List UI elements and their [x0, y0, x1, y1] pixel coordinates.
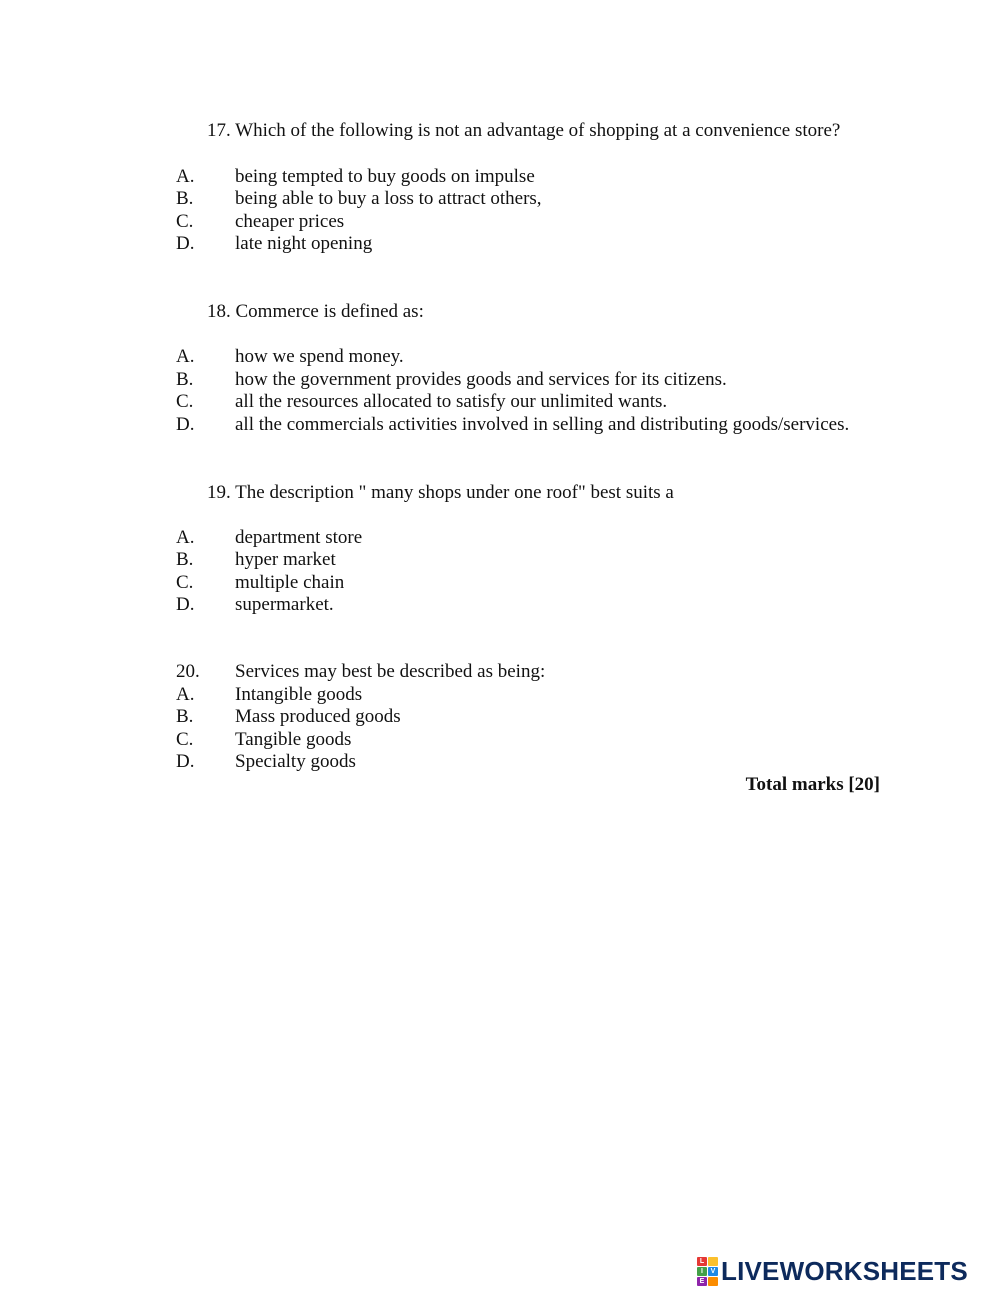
question-20-stem: Services may best be described as being: — [235, 661, 546, 682]
total-marks: Total marks [20] — [745, 774, 880, 795]
q18-option-b-text: how the government provides goods and services for its citizens. — [235, 369, 727, 390]
q17-option-d-text: late night opening — [235, 233, 373, 254]
q18-option-d-text: all the commercials activities involved in selling and distributing goods/services. — [235, 414, 850, 435]
logo-mark-letter-i: I — [697, 1267, 707, 1276]
q20-option-c-letter: C. — [176, 729, 194, 750]
q19-option-d-letter: D. — [176, 594, 195, 615]
question-19-stem: 19. The description " many shops under one roof" best suits a — [207, 482, 674, 503]
q17-option-c-letter: C. — [176, 211, 194, 232]
q19-option-a-text: department store — [235, 527, 363, 548]
logo-mark-letter-l: L — [697, 1257, 707, 1266]
logo-mark-block — [708, 1257, 718, 1266]
q20-option-d-letter: D. — [176, 751, 195, 772]
q19-option-b-text: hyper market — [235, 549, 336, 570]
q18-option-c-text: all the resources allocated to satisfy our unlimited wants. — [235, 391, 668, 412]
liveworksheets-wordmark: LIVEWORKSHEETS — [721, 1256, 968, 1286]
q18-option-a-letter: A. — [176, 346, 195, 367]
q17-option-a-letter: A. — [176, 166, 195, 187]
logo-mark-block — [708, 1277, 718, 1286]
q19-option-a-letter: A. — [176, 527, 195, 548]
q19-option-b-letter: B. — [176, 549, 194, 570]
q18-option-c-letter: C. — [176, 391, 194, 412]
q20-option-b-letter: B. — [176, 706, 194, 727]
q19-option-d-text: supermarket. — [235, 594, 334, 615]
question-18-stem: 18. Commerce is defined as: — [207, 301, 424, 322]
liveworksheets-mark-icon — [697, 1257, 718, 1286]
q17-option-b-letter: B. — [176, 188, 194, 209]
q17-option-d-letter: D. — [176, 233, 195, 254]
logo-mark-letter-e: E — [697, 1277, 707, 1286]
q17-option-a-text: being tempted to buy goods on impulse — [235, 166, 535, 187]
q20-option-d-text: Specialty goods — [235, 751, 356, 772]
q17-option-b-text: being able to buy a loss to attract others, — [235, 188, 542, 209]
liveworksheets-logo — [697, 1256, 968, 1286]
q20-option-a-letter: A. — [176, 684, 195, 705]
q19-option-c-letter: C. — [176, 572, 194, 593]
logo-mark-letter-v: V — [708, 1267, 718, 1276]
q17-option-c-text: cheaper prices — [235, 211, 345, 232]
q20-option-a-text: Intangible goods — [235, 684, 363, 705]
question-17-stem: 17. Which of the following is not an advantage of shopping at a convenience store? — [207, 120, 841, 141]
q19-option-c-text: multiple chain — [235, 572, 345, 593]
q20-option-c-text: Tangible goods — [235, 729, 352, 750]
q18-option-d-letter: D. — [176, 414, 195, 435]
q18-option-b-letter: B. — [176, 369, 194, 390]
q20-option-b-text: Mass produced goods — [235, 706, 401, 727]
q18-option-a-text: how we spend money. — [235, 346, 404, 367]
question-20-number: 20. — [176, 661, 200, 682]
